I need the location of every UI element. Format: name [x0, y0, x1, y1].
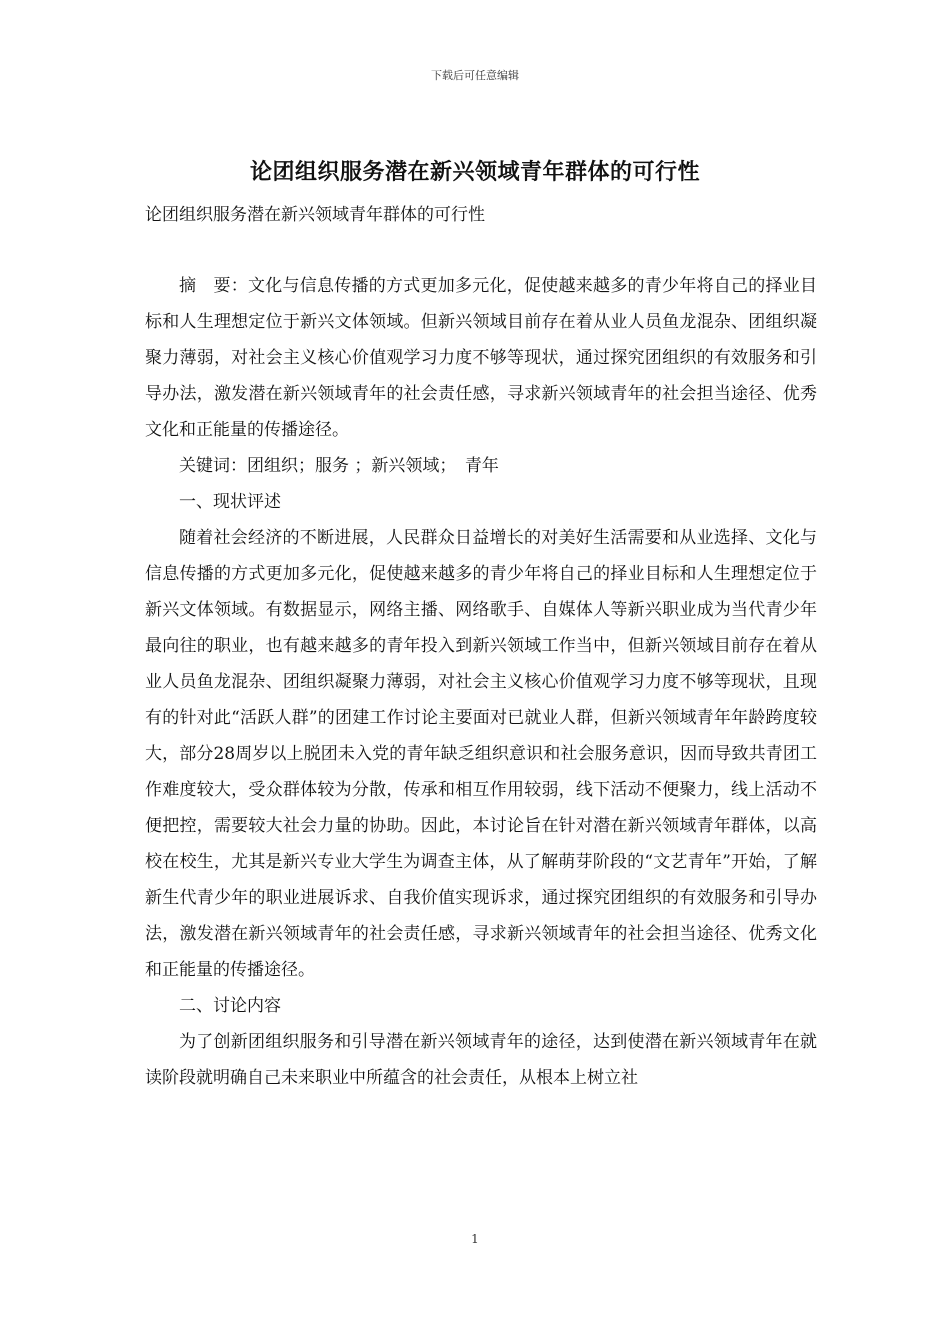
page-number: 1: [471, 1232, 479, 1246]
section-2-paragraph: 为了创新团组织服务和引导潜在新兴领域青年的途径，达到使潜在新兴领域青年在就读阶段就明确自己未来职业中所蕴含的社会责任，从根本上树立社: [145, 1032, 817, 1088]
keywords-paragraph: 关键词：团组织；服务 ；新兴领域； 青年: [179, 456, 499, 476]
document-subtitle: 论团组织服务潜在新兴领域青年群体的可行性: [145, 205, 485, 225]
section-2-heading: 二、讨论内容: [179, 996, 281, 1016]
document-body: [145, 268, 817, 1096]
header-note: 下载后可任意编辑: [431, 69, 519, 82]
section-1-paragraph: 随着社会经济的不断进展，人民群众日益增长的对美好生活需要和从业选择、文化与信息传播的方式更加多元化，促使越来越多的青少年将自己的择业目标和人生理想定位于新兴文体领域。有数据显示，网络主播、网络歌手、自媒体人等新兴职业成为当代青少年最向往的职业，也有越来越多的青年投入到新兴领域工作当中，但新兴领域目前存在着从业人员鱼龙混杂、团组织凝聚力薄弱，对社会主义核心价值观学习力度不够等现状，且现有的针对此“活跃人群”的团建工作讨论主要面对已就业人群，但新兴领域青年年龄跨度较大，部分28周岁以上脱团未入党的青年缺乏组织意识和社会服务意识，因而导致共青团工作难度较大，受众群体较为分散，传承和相互作用较弱，线下活动不便聚力，线上活动不便把控，需要较大社会力量的协助。因此，本讨论旨在针对潜在新兴领域青年群体，以高校在校生，尤其是新兴专业大学生为调查主体，从了解萌芽阶段的“文艺青年”开始，了解新生代青少年的职业进展诉求、自我价值实现诉求，通过探究团组织的有效服务和引导办法，激发潜在新兴领域青年的社会责任感，寻求新兴领域青年的社会担当途径、优秀文化和正能量的传播途径。: [145, 528, 817, 980]
abstract-paragraph: 摘 要：文化与信息传播的方式更加多元化，促使越来越多的青少年将自己的择业目标和人生理想定位于新兴文体领域。但新兴领域目前存在着从业人员鱼龙混杂、团组织凝聚力薄弱，对社会主义核心价值观学习力度不够等现状，通过探究团组织的有效服务和引导办法，激发潜在新兴领域青年的社会责任感，寻求新兴领域青年的社会担当途径、优秀文化和正能量的传播途径。: [145, 276, 817, 440]
section-1-heading: 一、现状评述: [179, 492, 281, 512]
document-title: 论团组织服务潜在新兴领域青年群体的可行性: [249, 159, 700, 185]
